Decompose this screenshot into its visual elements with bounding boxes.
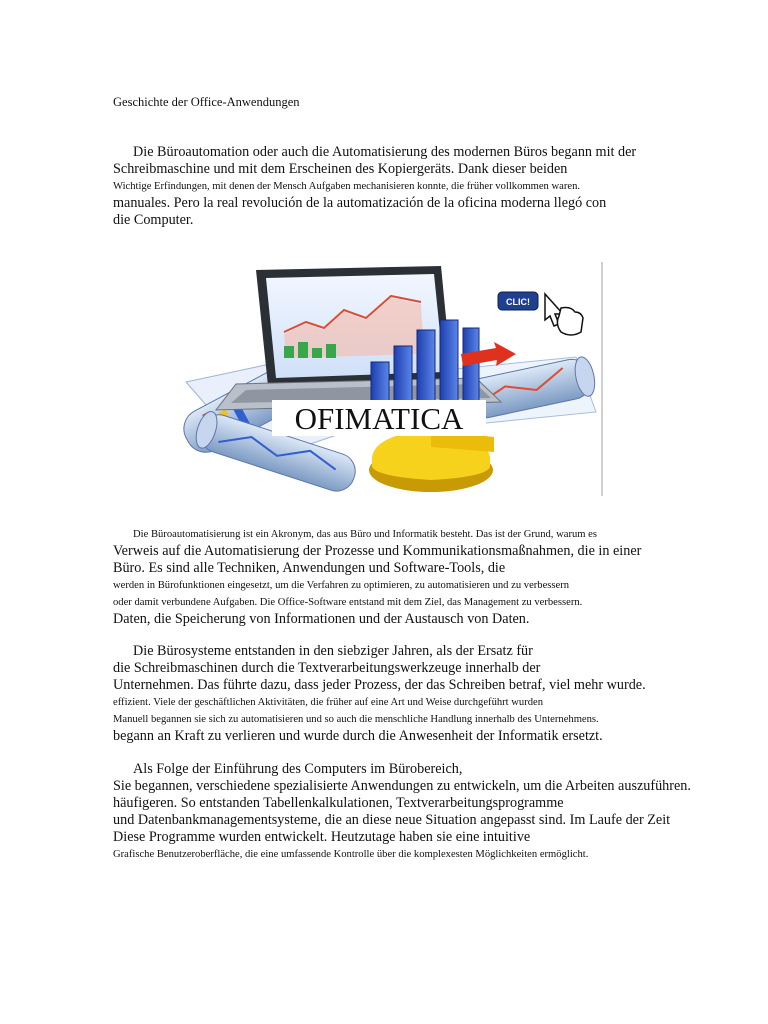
ofimatica-illustration-graphic <box>176 262 606 496</box>
paragraph-line: oder damit verbundene Aufgaben. Die Office-Software entstand mit dem Ziel, das Management zu verbessern. <box>113 597 583 608</box>
paragraph-line: die Schreibmaschinen durch die Textverarbeitungswerkzeuge innerhalb der <box>113 660 541 676</box>
ofimatica-text: OFIMATICA <box>294 401 464 436</box>
hand-cursor-icon <box>545 294 583 335</box>
paragraph-line: werden in Bürofunktionen eingesetzt, um die Verfahren zu optimieren, zu automatisieren und zu verbessern <box>113 580 570 591</box>
paragraph-line: Die Büroautomation oder auch die Automatisierung des modernen Büros begann mit der <box>133 144 637 160</box>
paragraph-line: Diese Programme wurden entwickelt. Heutzutage haben sie eine intuitive <box>113 829 531 845</box>
paragraph-line: Daten, die Speicherung von Informationen und der Austausch von Daten. <box>113 611 530 627</box>
paragraph-line: Schreibmaschine und mit dem Erscheinen des Kopiergeräts. Dank dieser beiden <box>113 161 568 177</box>
paragraph-line: Unternehmen. Das führte dazu, dass jeder Prozess, der das Schreiben betraf, viel mehr wurde. <box>113 677 646 693</box>
paragraph-line: häufigeren. So entstanden Tabellenkalkulationen, Textverarbeitungsprogramme <box>113 795 564 811</box>
paragraph-line: Als Folge der Einführung des Computers im Bürobereich, <box>133 761 463 777</box>
paragraph-line: Wichtige Erfindungen, mit denen der Mensch Aufgaben mechanisieren konnte, die früher vollkommen waren. <box>113 181 581 192</box>
clic-button <box>498 292 538 310</box>
pie-chart <box>369 430 494 492</box>
paragraph-line: und Datenbankmanagementsysteme, die an diese neue Situation angepasst sind. Im Laufe der Zeit <box>113 812 671 828</box>
paragraph-line: manuales. Pero la real revolución de la automatización de la oficina moderna llegó con <box>113 195 607 211</box>
svg-text:CLIC!: CLIC! <box>506 297 530 307</box>
paragraph-line: Verweis auf die Automatisierung der Prozesse und Kommunikationsmaßnahmen, die in einer <box>113 543 642 559</box>
paragraph-line: die Computer. <box>113 212 194 228</box>
paragraph-line: Büro. Es sind alle Techniken, Anwendungen und Software-Tools, die <box>113 560 506 576</box>
paragraph-3 <box>113 643 713 745</box>
paragraph-line: Die Bürosysteme entstanden in den siebziger Jahren, als der Ersatz für <box>133 643 533 659</box>
paragraph-4 <box>113 761 713 863</box>
paragraph-1 <box>113 144 713 229</box>
ofimatica-illustration <box>176 262 606 496</box>
page-title: Geschichte der Office-Anwendungen <box>113 95 300 109</box>
paragraph-line: Grafische Benutzeroberfläche, die eine umfassende Kontrolle über die komplexesten Möglichkeiten ermöglicht. <box>113 849 589 860</box>
paragraph-line: begann an Kraft zu verlieren und wurde durch die Anwesenheit der Informatik ersetzt. <box>113 728 603 744</box>
paragraph-line: Die Büroautomatisierung ist ein Akronym, das aus Büro und Informatik besteht. Das ist der Grund, warum es <box>133 529 597 540</box>
paragraph-2 <box>113 526 713 628</box>
paragraph-line: effizient. Viele der geschäftlichen Aktivitäten, die früher auf eine Art und Weise durchgeführt wurden <box>113 697 544 708</box>
paragraph-line: Sie begannen, verschiedene spezialisierte Anwendungen zu entwickeln, um die Arbeiten auszuführen. <box>113 778 691 794</box>
paragraph-line: Manuell begannen sie sich zu automatisieren und so auch die menschliche Handlung innerhalb des Unternehmens. <box>113 714 599 725</box>
